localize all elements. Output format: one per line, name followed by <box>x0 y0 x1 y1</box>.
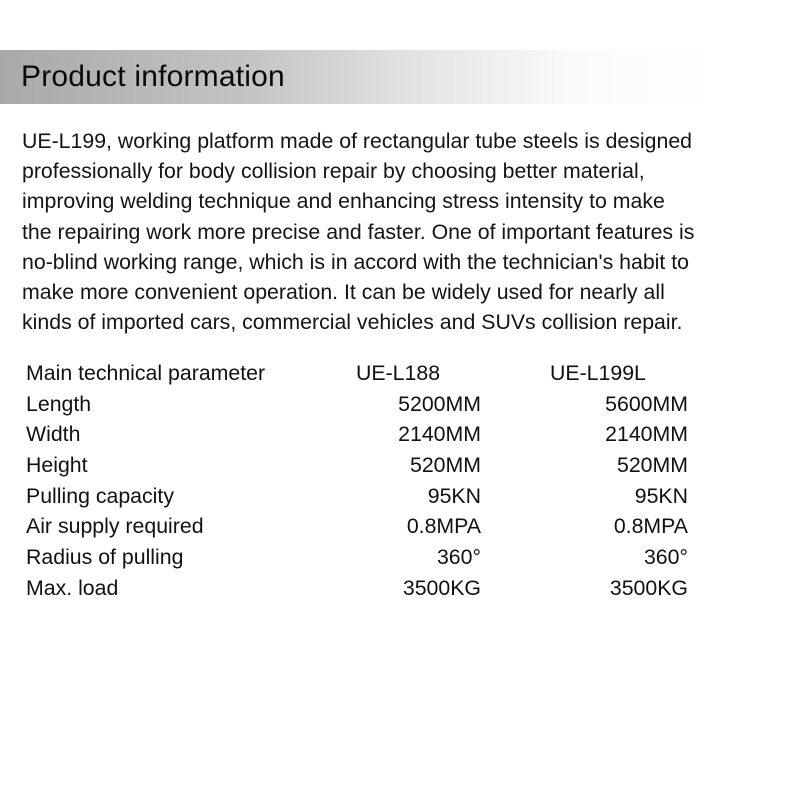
spec-value-model-2: 3500KG <box>609 575 688 600</box>
spec-value-model-1: 360° <box>436 545 481 570</box>
spec-value-model-1: 520MM <box>409 453 481 478</box>
spec-value-model-1: 0.8MPA <box>406 514 481 539</box>
spec-label: Radius of pulling <box>26 545 184 570</box>
description-line: no-blind working range, which is in accord with the technician's habit to <box>22 249 689 274</box>
spec-value-model-1: 95KN <box>427 483 481 508</box>
description-line: kinds of imported cars, commercial vehicles and SUVs collision repair. <box>22 310 683 335</box>
section-title: Product information <box>21 60 285 93</box>
description-line: improving welding technique and enhancing stress intensity to make <box>22 189 665 214</box>
spec-value-model-2: 5600MM <box>605 391 688 416</box>
description-line: professionally for body collision repair by choosing better material, <box>22 159 645 184</box>
product-description <box>22 126 792 337</box>
spec-value-model-1: 2140MM <box>398 422 481 447</box>
spec-value-model-2: 2140MM <box>605 422 688 447</box>
section-header-banner <box>0 50 716 104</box>
spec-value-model-1: 5200MM <box>398 391 481 416</box>
column-header-model-1: UE-L188 <box>356 361 441 385</box>
spec-label: Width <box>26 422 81 447</box>
spec-label: Height <box>26 453 88 478</box>
spec-label: Pulling capacity <box>26 483 174 508</box>
spec-value-model-2: 360° <box>643 545 688 570</box>
spec-value-model-1: 3500KG <box>402 575 481 600</box>
description-line: the repairing work more precise and faster. One of important features is <box>22 219 695 244</box>
column-header-parameter: Main technical parameter <box>26 361 266 385</box>
description-line: make more convenient operation. It can be widely used for nearly all <box>22 280 665 305</box>
spec-value-model-2: 520MM <box>616 453 688 478</box>
spec-label: Air supply required <box>26 514 204 539</box>
spec-label: Length <box>26 391 92 416</box>
spec-value-model-2: 0.8MPA <box>613 514 688 539</box>
spec-label: Max. load <box>26 575 119 600</box>
description-line: UE-L199, working platform made of rectangular tube steels is designed <box>22 129 693 153</box>
spec-value-model-2: 95KN <box>634 483 688 508</box>
column-header-model-2: UE-L199L <box>550 361 646 385</box>
